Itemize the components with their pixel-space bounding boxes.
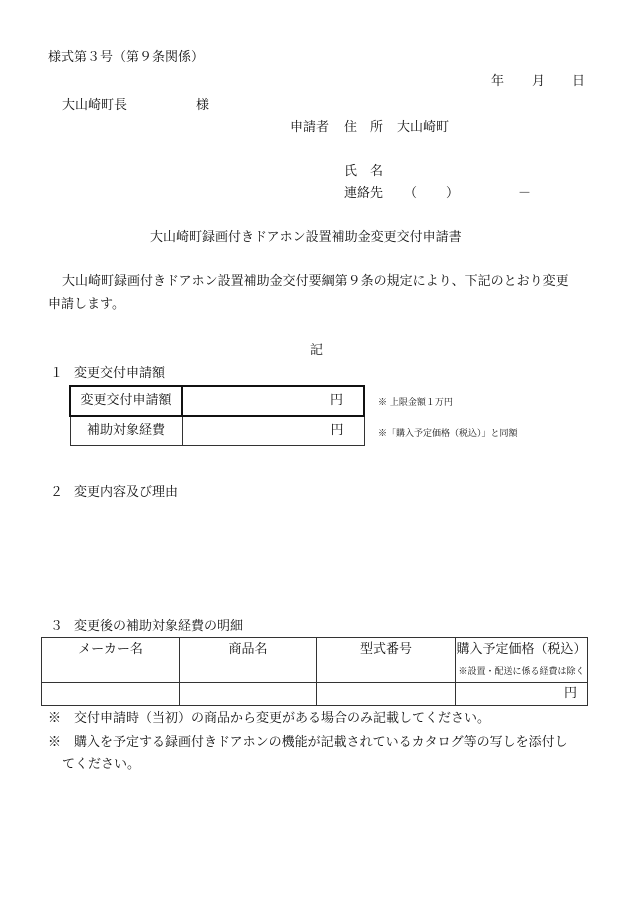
amount-note-same: ※「購入予定価格（税込）」と同額 <box>378 429 518 439</box>
section1-title: 変更交付申請額 <box>74 366 166 381</box>
amount-label-change: 変更交付申請額 <box>70 386 182 416</box>
address-label: 住 所 <box>344 120 384 135</box>
table-row <box>42 683 588 706</box>
header-maker: メーカー名 <box>42 638 180 683</box>
addressee-name: 大山崎町長 <box>62 98 128 113</box>
amount-note-limit: ※ 上限金額１万円 <box>378 398 453 408</box>
table-row <box>70 386 364 416</box>
applicant-label: 申請者 <box>290 120 330 135</box>
header-model: 型式番号 <box>317 638 456 683</box>
form-number: 様式第３号（第９条関係） <box>48 50 205 65</box>
yen-unit: 円 <box>563 686 577 701</box>
note-1: ※ 交付申請時（当初）の商品から変更がある場合のみ記載してください。 <box>48 711 491 726</box>
cell-price[interactable] <box>456 683 588 706</box>
note-2-line-1: ※ 購入を予定する録画付きドアホンの機能が記載されているカタログ等の写しを添付し <box>48 735 568 750</box>
body-line-2: 申請します。 <box>48 297 125 312</box>
note-2-line-2: てください。 <box>62 757 141 772</box>
ki-heading: 記 <box>310 343 324 358</box>
name-label: 氏 名 <box>344 164 384 179</box>
contact-paren-close: ） <box>446 186 460 201</box>
header-price-label: 購入予定価格（税込） <box>456 642 587 657</box>
date-year: 年 <box>491 74 505 89</box>
amount-field-change[interactable] <box>182 386 364 416</box>
cell-maker[interactable] <box>42 683 180 706</box>
addressee-honorific: 様 <box>196 98 210 113</box>
section2-title: 変更内容及び理由 <box>74 485 179 500</box>
date-month: 月 <box>532 74 546 89</box>
cell-model[interactable] <box>317 683 456 706</box>
amount-table <box>69 385 365 446</box>
change-reason-area[interactable] <box>48 505 588 613</box>
section2-number: ２ <box>50 485 64 500</box>
body-line-1: 大山崎町録画付きドアホン設置補助金交付要綱第９条の規定により、下記のとおり変更 <box>62 274 569 289</box>
amount-field-eligible[interactable] <box>182 416 364 446</box>
yen-unit: 円 <box>329 393 343 408</box>
cell-product[interactable] <box>180 683 317 706</box>
header-price <box>456 638 588 683</box>
address-value: 大山崎町 <box>397 120 450 135</box>
contact-dash: － <box>518 186 532 201</box>
header-price-note: ※設置・配送に係る経費は除く <box>458 667 585 677</box>
header-product: 商品名 <box>180 638 317 683</box>
table-row <box>70 416 364 446</box>
section3-title: 変更後の補助対象経費の明細 <box>74 619 244 634</box>
yen-unit: 円 <box>330 423 344 438</box>
document-title: 大山崎町録画付きドアホン設置補助金変更交付申請書 <box>150 230 462 245</box>
section3-number: ３ <box>50 619 64 634</box>
date-day: 日 <box>572 74 586 89</box>
table-row <box>42 638 588 683</box>
contact-paren-open: （ <box>404 186 418 201</box>
detail-table <box>41 637 588 706</box>
amount-label-eligible: 補助対象経費 <box>70 416 182 446</box>
section1-number: １ <box>50 366 64 381</box>
contact-label: 連絡先 <box>344 186 384 201</box>
